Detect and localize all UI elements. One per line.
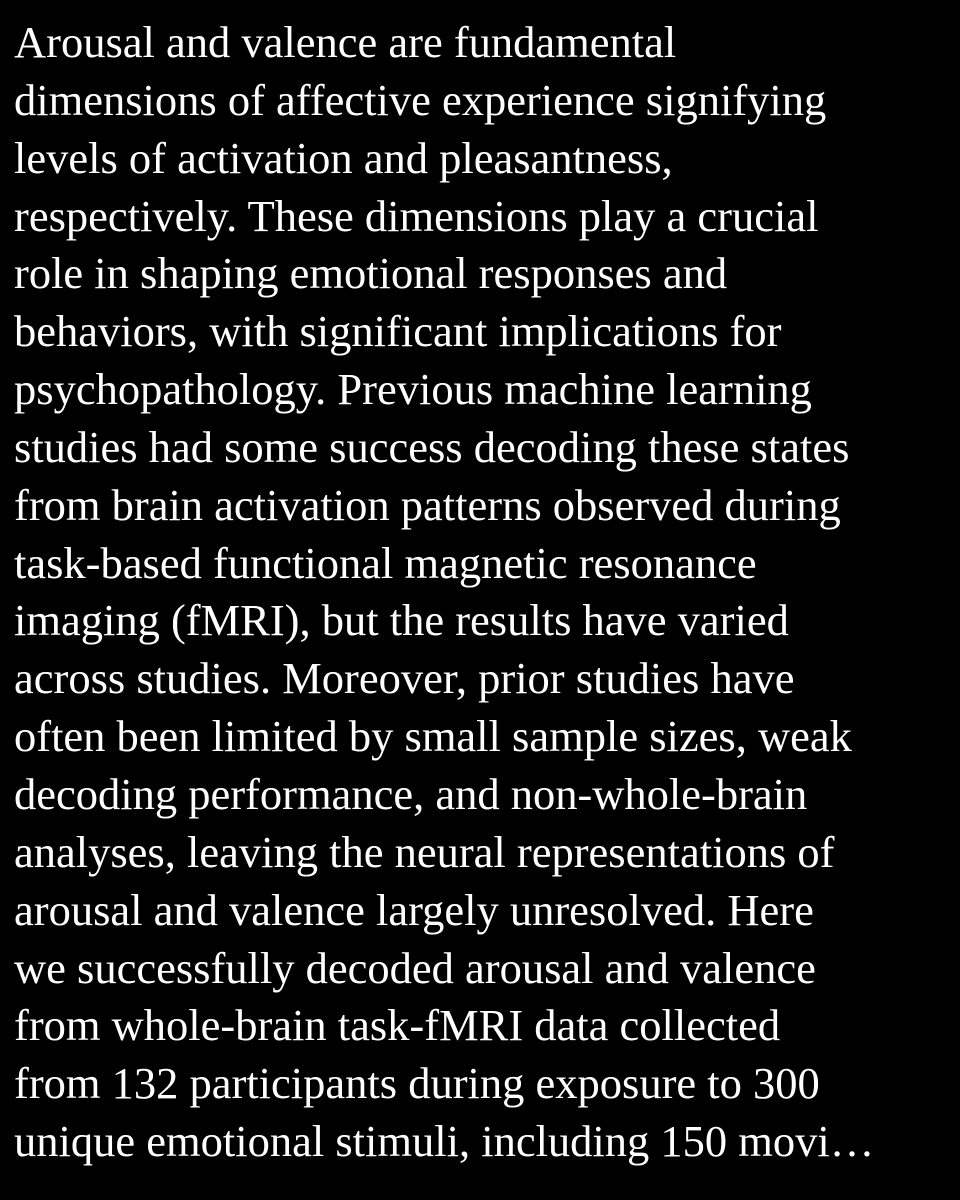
abstract-line: arousal and valence largely unresolved. Here — [14, 884, 814, 935]
abstract-line: from whole-brain task-fMRI data collected — [14, 1000, 781, 1051]
abstract-line: role in shaping emotional responses and — [14, 248, 728, 299]
abstract-line: dimensions of affective experience signifying — [14, 74, 827, 125]
abstract-line: unique emotional stimuli, including 150 movi… — [14, 1116, 875, 1167]
abstract-line: respectively. These dimensions play a crucial — [14, 190, 819, 241]
abstract-line: task-based functional magnetic resonance — [14, 537, 757, 588]
abstract-line: decoding performance, and non-whole-brain — [14, 768, 808, 819]
abstract-line: behaviors, with significant implications for — [14, 306, 782, 357]
abstract-line: analyses, leaving the neural representations of — [14, 826, 835, 877]
abstract-line: levels of activation and pleasantness, — [14, 132, 673, 183]
abstract-line: often been limited by small sample sizes, weak — [14, 711, 852, 762]
abstract-line: studies had some success decoding these states — [14, 421, 850, 472]
abstract-line: from 132 participants during exposure to 300 — [14, 1058, 820, 1109]
abstract-line: from brain activation patterns observed during — [14, 479, 841, 530]
abstract-line: across studies. Moreover, prior studies have — [14, 653, 795, 704]
abstract-line: Arousal and valence are fundamental — [14, 17, 677, 67]
abstract-line: psychopathology. Previous machine learning — [14, 364, 812, 415]
abstract-line: imaging (fMRI), but the results have varied — [14, 595, 789, 646]
abstract-line: we successfully decoded arousal and valence — [14, 942, 816, 993]
abstract-text — [14, 14, 954, 1171]
